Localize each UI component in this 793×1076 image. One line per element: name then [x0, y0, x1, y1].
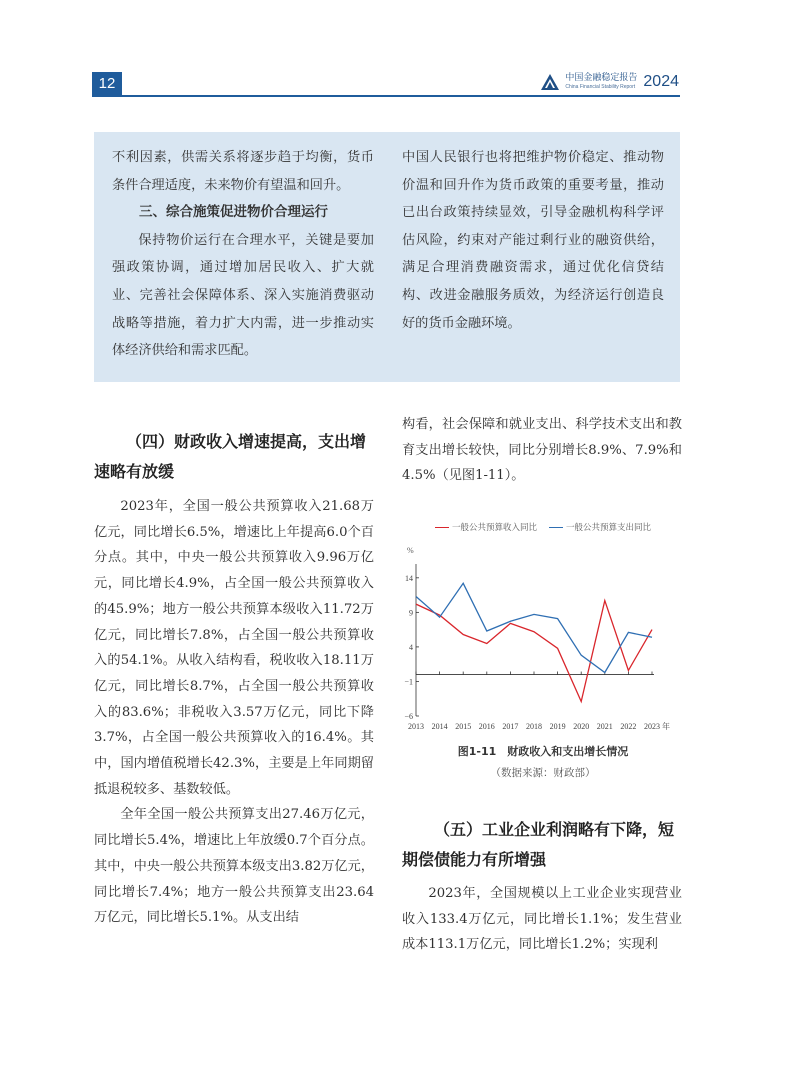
- revenue-series-line: [416, 601, 652, 702]
- body-paragraph: 2023年，全国一般公共预算收入21.68万亿元，同比增长6.5%，增速比上年提高6.0个百分点。其中，中央一般公共预算收入9.96万亿元，同比增长4.9%，占全国一般公共预算收入的45.9%；地方一般公共预算本级收入11.72万亿元，同比增长7.8%，占全国一般公共预算收入的54.1%。从收入结构看，税收收入18.11万亿元，同比增长8.7%，占全国一般公共预算收入的83.6%；非税收入3.57万亿元，同比下降3.7%，占全国一般公共预算收入的16.4%。其中，国内增值税增长42.3%，主要是上年同期留抵退税较多、基数较低。: [94, 499, 374, 797]
- body-paragraph: 全年全国一般公共预算支出27.46万亿元，同比增长5.4%，增速比上年放缓0.7个百分点。其中，中央一般公共预算本级支出3.82万亿元，同比增长7.4%；地方一般公共预算支出23.64万亿元，同比增长5.1%。从支出结: [94, 807, 374, 926]
- y-tick-label: −1: [404, 677, 413, 687]
- legend-label-expenditure: 一般公共预算支出同比: [566, 523, 652, 533]
- y-axis-unit: %: [407, 546, 414, 555]
- left-column-body: [94, 494, 374, 931]
- brand-title-en: China Financial Stability Report: [565, 84, 636, 90]
- x-tick-label: 2019: [549, 722, 566, 731]
- x-tick-label: 2022: [620, 722, 637, 731]
- body-paragraph: 2023年，全国规模以上工业企业实现营业收入133.4万亿元，同比增长1.1%；发生营业成本113.1万亿元，同比增长1.2%；实现利: [402, 886, 682, 953]
- figure-title: 图1-11 财政收入和支出增长情况: [457, 745, 629, 758]
- x-tick-label: 2015: [455, 722, 472, 731]
- y-tick-label: 9: [409, 608, 413, 618]
- report-brand: [540, 73, 679, 91]
- box-heading: 三、综合施策促进物价合理运行: [139, 204, 328, 221]
- box-paragraph: 保持物价运行在合理水平，关键是要加强政策协调，通过增加居民收入、扩大就业、完善社会保障体系、深入实施消费驱动战略等措施，着力扩大内需，进一步推动实体经济供给和需求匹配。: [112, 232, 374, 359]
- x-tick-label: 2021: [596, 722, 613, 731]
- box-right-column: [402, 144, 664, 337]
- body-paragraph: 构看，社会保障和就业支出、科学技术支出和教育支出增长较快，同比分别增长8.9%、7.9%和4.5%（见图1-11）。: [402, 417, 682, 484]
- x-axis-unit: 年: [662, 722, 670, 731]
- right-column-body: [402, 881, 682, 958]
- box-left-column: [112, 144, 374, 365]
- box-paragraph: 不利因素，供需关系将逐步趋于均衡，货币条件合理适度，未来物价有望温和回升。: [112, 150, 374, 193]
- x-tick-label: 2018: [526, 722, 542, 731]
- x-tick-label: 2020: [573, 722, 590, 731]
- right-column-continuation: [402, 412, 682, 489]
- section-heading-5: （五）工业企业利润略有下降，短期偿债能力有所增强: [402, 820, 675, 869]
- header-rule: [92, 95, 680, 97]
- x-tick-label: 2014: [431, 722, 448, 731]
- expenditure-series-line: [416, 583, 652, 672]
- brand-year: 2024: [643, 73, 679, 90]
- x-tick-label: 2013: [408, 722, 424, 731]
- figure-source: （数据来源：财政部）: [490, 767, 596, 779]
- page-number: 12: [92, 72, 122, 96]
- box-paragraph: 中国人民银行也将把维护物价稳定、推动物价温和回升作为货币政策的重要考量，推动已出台政策持续显效，引导金融机构科学评估风险，约束对产能过剩行业的融资供给，满足合理消费融资需求，通过优化信贷结构、改进金融服务质效，为经济运行创造良好的货币金融环境。: [402, 150, 664, 331]
- y-tick-label: −6: [404, 712, 413, 721]
- y-tick-label: 14: [405, 573, 413, 583]
- x-tick-label: 2017: [502, 722, 519, 731]
- growth-line-chart: [402, 516, 684, 744]
- legend-label-revenue: 一般公共预算收入同比: [451, 523, 537, 533]
- x-tick-label: 2016: [478, 722, 495, 731]
- report-logo-icon: [540, 73, 560, 91]
- shaded-text-box: [94, 132, 680, 382]
- y-tick-label: 4: [409, 642, 413, 652]
- brand-title-cn: 中国金融稳定报告: [565, 73, 638, 83]
- section-heading-4: （四）财政收入增速提高，支出增速略有放缓: [94, 432, 367, 481]
- x-tick-label: 2023: [644, 722, 660, 731]
